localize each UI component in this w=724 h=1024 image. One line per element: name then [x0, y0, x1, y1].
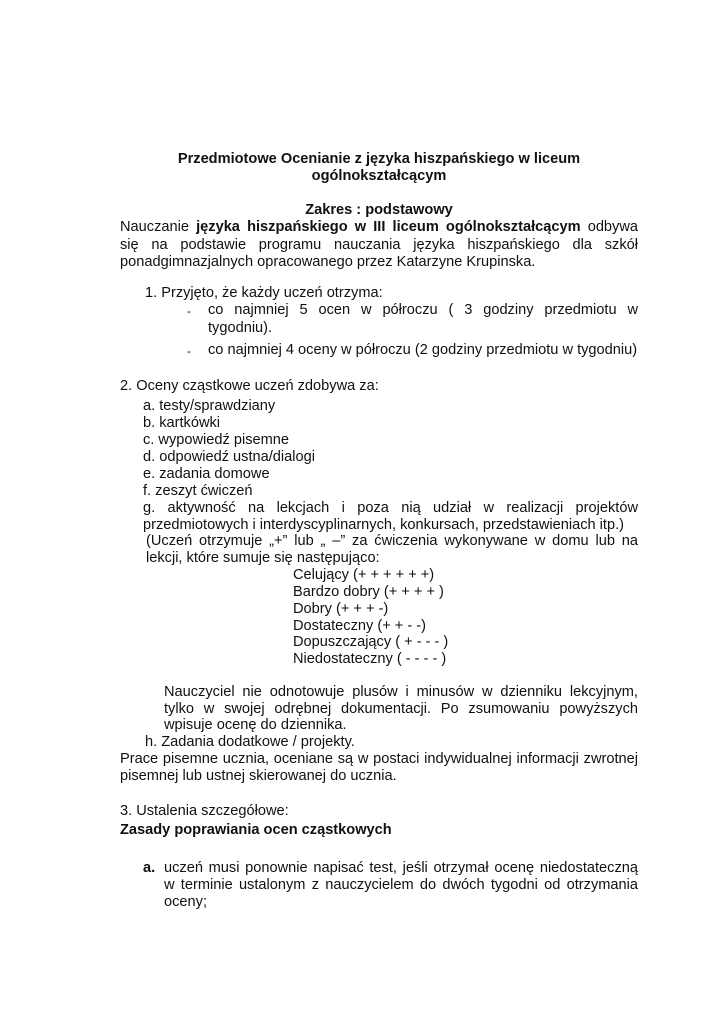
section-2-plus-line-2: lekcji, które sumuje się następująco:	[146, 550, 380, 566]
document-title-line-1: Przedmiotowe Ocenianie z języka hiszpańskiego w liceum	[177, 151, 581, 167]
section-2-item-g-line-2: przedmiotowych i interdyscyplinarnych, konkursach, przedstawieniach itp.)	[143, 517, 624, 533]
section-2-item-g-line-1: g. aktywność na lekcjach i poza nią udział w realizacji projektów	[143, 500, 638, 516]
section-1-heading: 1. Przyjęto, że każdy uczeń otrzyma:	[145, 285, 383, 301]
section-2-item-f: f. zeszyt ćwiczeń	[143, 483, 253, 499]
scope-heading: Zakres : podstawowy	[305, 202, 453, 218]
intro-line-1	[120, 219, 638, 236]
grade-dopuszczajacy: Dopuszczający ( + - - - )	[293, 634, 449, 650]
section-2-heading: 2. Oceny cząstkowe uczeń zdobywa za:	[120, 378, 379, 394]
intro-line-2: się na podstawie programu nauczania języka hiszpańskiego dla szkół	[120, 237, 638, 253]
intro-bold-text: języka hiszpańskiego w III liceum ogólnokształcącym	[196, 219, 581, 235]
section-2-item-e: e. zadania domowe	[143, 466, 270, 482]
section-1-item-1-line-2: tygodniu).	[208, 320, 273, 336]
document-title-line-2: ogólnokształcącym	[311, 168, 447, 184]
intro-text-2: odbywa	[580, 219, 639, 235]
section-3-heading: 3. Ustalenia szczegółowe:	[120, 803, 289, 819]
section-2-note-line-1: Nauczyciel nie odnotowuje plusów i minusów w dzienniku lekcyjnym,	[164, 684, 638, 700]
section-1-item-2: co najmniej 4 oceny w półroczu (2 godziny przedmiotu w tygodniu)	[208, 342, 638, 358]
intro-text-1: Nauczanie	[120, 219, 197, 235]
grade-niedostateczny: Niedostateczny ( - - - - )	[293, 651, 447, 667]
section-2-written-line-1: Prace pisemne ucznia, oceniane są w postaci indywidualnej informacji zwrotnej	[120, 751, 638, 767]
section-3-item-a-line-3: oceny;	[164, 894, 207, 910]
section-3-item-a-marker: a.	[143, 860, 156, 876]
grade-dobry: Dobry (+ + + -)	[293, 601, 389, 617]
section-2-item-b: b. kartkówki	[143, 415, 221, 431]
section-1-dash-1: -	[187, 304, 191, 318]
section-1-item-1-line-1: co najmniej 5 ocen w półroczu ( 3 godziny przedmiotu w	[208, 302, 638, 318]
section-2-plus-line-1: (Uczeń otrzymuje „+” lub „ –” za ćwiczenia wykonywane w domu lub na	[146, 533, 638, 549]
intro-line-3: ponadgimnazjalnych opracowanego przez Katarzyne Krupinska.	[120, 254, 536, 270]
section-3-subheading: Zasady poprawiania ocen cząstkowych	[120, 822, 392, 838]
grade-dostateczny: Dostateczny (+ + - -)	[293, 618, 427, 634]
section-2-item-a: a. testy/sprawdziany	[143, 398, 276, 414]
section-2-written-line-2: pisemnej lub ustnej skierowanej do ucznia.	[120, 768, 397, 784]
section-2-item-c: c. wypowiedź pisemne	[143, 432, 290, 448]
section-2-item-h: h. Zadania dodatkowe / projekty.	[145, 734, 355, 750]
grade-celujacy: Celujący (+ + + + + +)	[293, 567, 435, 583]
section-2-note-line-3: wpisuje ocenę do dziennika.	[164, 717, 347, 733]
section-1-dash-2: -	[187, 344, 191, 358]
section-2-note-line-2: tylko w swojej odrębnej dokumentacji. Po zsumowaniu powyższych	[164, 701, 638, 717]
section-2-item-d: d. odpowiedź ustna/dialogi	[143, 449, 316, 465]
grade-bardzo-dobry: Bardzo dobry (+ + + + )	[293, 584, 444, 600]
section-3-item-a-line-2: w terminie ustalonym z nauczycielem do dwóch tygodni od otrzymania	[164, 877, 638, 893]
section-3-item-a-line-1: uczeń musi ponownie napisać test, jeśli otrzymał ocenę niedostateczną	[164, 860, 638, 876]
